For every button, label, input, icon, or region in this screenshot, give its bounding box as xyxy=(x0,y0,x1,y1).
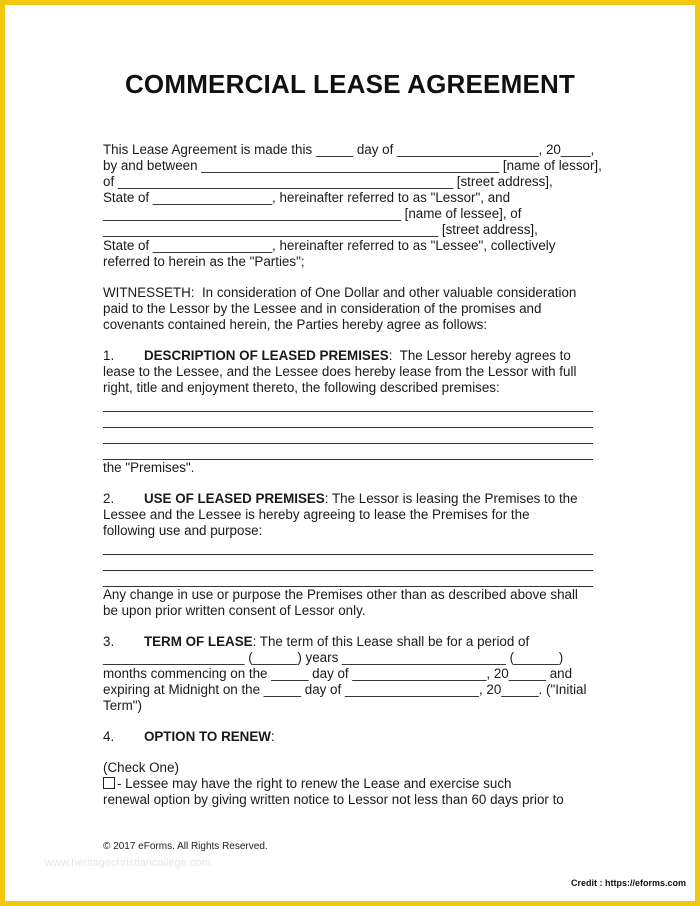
section-2-closing: be upon prior written consent of Lessor only. xyxy=(103,603,366,618)
section-1-line: lease to the Lessee, and the Lessee does hereby lease from the Lessor with full xyxy=(103,364,577,379)
blank-line xyxy=(103,555,593,571)
intro-line: of _____________________________________________ [street address], xyxy=(103,174,553,189)
renew-option-line xyxy=(103,776,603,792)
section-2-closing: Any change in use or purpose the Premises other than as described above shall xyxy=(103,587,578,602)
witness-line: covenants contained herein, the Parties hereby agree as follows: xyxy=(103,317,488,332)
section-1-line: right, title and enjoyment thereto, the following described premises: xyxy=(103,380,500,395)
section-number: 4. xyxy=(103,729,115,744)
check-one-label: (Check One) xyxy=(103,760,179,775)
intro-line: ________________________________________ [name of lessee], of xyxy=(103,206,522,221)
intro-line: State of ________________, hereinafter referred to as "Lessor", and xyxy=(103,190,511,205)
blank-line xyxy=(103,428,593,444)
section-1-closing: the "Premises". xyxy=(103,460,195,475)
renew-option-text: - Lessee may have the right to renew the Lease and exercise such xyxy=(117,776,512,791)
section-heading: OPTION TO RENEW xyxy=(143,729,271,744)
section-3-line: ___________________ (______) years ______________________ (______) xyxy=(103,650,564,665)
witness-line: WITNESSETH: In consideration of One Dollar and other valuable consideration xyxy=(103,285,577,300)
intro-line: referred to herein as the "Parties"; xyxy=(103,254,305,269)
document-body xyxy=(103,142,603,808)
section-4-first-line xyxy=(103,729,603,745)
section-heading: USE OF LEASED PREMISES xyxy=(143,491,325,506)
witness-line: paid to the Lessor by the Lessee and in consideration of the promises and xyxy=(103,301,542,316)
section-heading: DESCRIPTION OF LEASED PREMISES xyxy=(143,348,389,363)
blank-line xyxy=(103,444,593,460)
renew-checkbox[interactable] xyxy=(103,777,115,789)
blank-line xyxy=(103,396,593,412)
section-3-line: Term") xyxy=(103,698,142,713)
section-number: 3. xyxy=(103,634,115,649)
intro-line: State of ________________, hereinafter referred to as "Lessee", collectively xyxy=(103,238,556,253)
intro-line: _____________________________________________ [street address], xyxy=(103,222,538,237)
watermark: www.heritagechristiancollege.com xyxy=(45,857,211,869)
intro-line: by and between ________________________________________ [name of lessor], xyxy=(103,158,602,173)
section-number: 2. xyxy=(103,491,115,506)
blank-line xyxy=(103,571,593,587)
section-2-line: Lessee and the Lessee is hereby agreeing to lease the Premises for the xyxy=(103,507,530,522)
document-page xyxy=(5,5,695,901)
section-heading: TERM OF LEASE xyxy=(143,634,253,649)
section-number: 1. xyxy=(103,348,115,363)
section-1-first-line xyxy=(103,348,603,364)
section-text: : The Lessor is leasing the Premises to the xyxy=(324,491,578,506)
section-3-line: expiring at Midnight on the _____ day of __________________, 20_____. ("Initial xyxy=(103,682,587,697)
intro-line: This Lease Agreement is made this _____ day of ___________________, 20____, xyxy=(103,142,595,157)
renew-option-line: renewal option by giving written notice to Lessor not less than 60 days prior to xyxy=(103,792,564,807)
section-2-line: following use and purpose: xyxy=(103,523,263,538)
section-3-line: months commencing on the _____ day of __________________, 20_____ and xyxy=(103,666,573,681)
blank-line xyxy=(103,412,593,428)
section-3-first-line xyxy=(103,634,603,650)
copyright-footer: © 2017 eForms. All Rights Reserved. xyxy=(103,841,268,852)
section-2-first-line xyxy=(103,491,603,507)
document-title: COMMERCIAL LEASE AGREEMENT xyxy=(124,69,576,99)
section-text: : xyxy=(270,729,275,744)
blank-line xyxy=(103,539,593,555)
section-text: : The term of this Lease shall be for a period of xyxy=(252,634,530,649)
credit-label: Credit : https://eforms.com xyxy=(570,878,686,888)
section-text: : The Lessor hereby agrees to xyxy=(388,348,571,363)
